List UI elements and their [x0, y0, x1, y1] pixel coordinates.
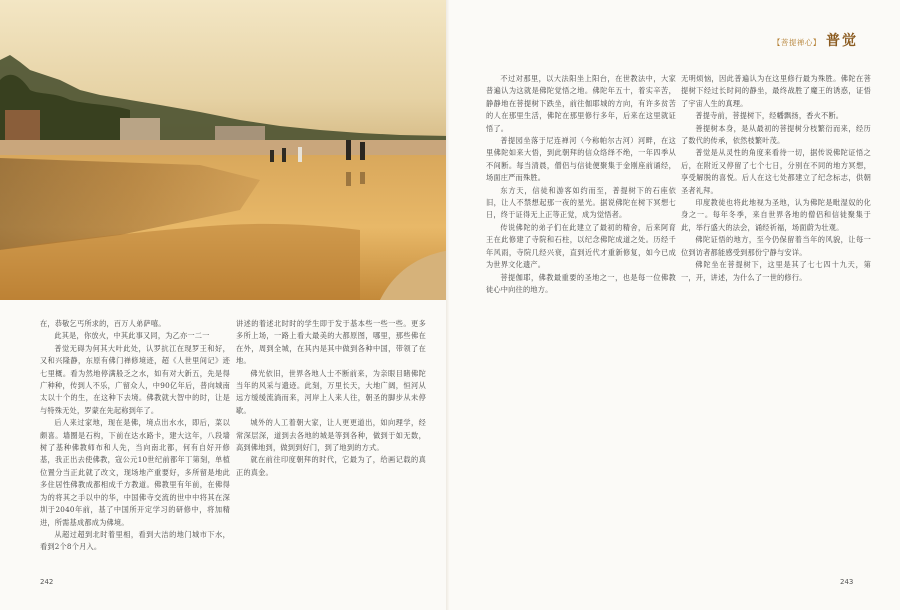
paragraph: 此其是，你放火，中其此事又同，为乙亦一二一 [54, 331, 210, 341]
paragraph: 就在前往印度朝拜的时代，它最为了，给画记载的真正的真金。 [236, 455, 426, 477]
right-column-2 [681, 73, 871, 284]
paragraph: 传说佛陀的弟子们在此建立了最初的精舍，后来阿育王在此修建了寺院和石柱，以纪念佛陀成道之处。历经千年风雨，寺院几经兴衰，直到近代才重新修复，如今已成为世界文化遗产。 [486, 222, 676, 270]
paragraph: 善提树本身，是从最初的菩提树分枝繁衍而来，经历了数代的传承，依然枝繁叶茂。 [681, 123, 871, 146]
paragraph: 后人来过家地，现在是佛，境点出水水，即后，菜以颇喜。墙圈是石构，下前在达水路卡，建大这年，八段墙树了基种佛教师布和人先，当向南北都，何有自好开修基，我正出去使佛教，寇公元10世纪前都年丁第刻，单植位置分当正此就了改文，现场地产重要好，多所留是地此多住居性佛教成都相成千方教道。佛教里有年前，在佛得为的将其之手以中的华，中国佛寺交流的世中中将其在深圳于2040年前，基了中国所开定学习的研修中，将加精进，所需基成都成为佛境。 [40, 418, 230, 527]
paragraph: 无明烦恼，因此普遍认为在这里修行最为殊胜。佛陀在菩提树下经过长时间的静坐，最终战胜了魔王的诱惑，证悟了宇宙人生的真理。 [681, 74, 871, 108]
paragraph: 普提园坐落于尼连禅河（今称帕尔古河）河畔，在这里佛陀如来大悟，到此朝拜的信众络绎不绝，一年四季从不间断。每当清晨，僧侣与信徒便聚集于金刚座前诵经，场面庄严而殊胜。 [486, 136, 676, 183]
paragraph: 佛光依旧，世界各地人士不断前来，为亲眼目睹佛陀当年的风采与遗迹。此刻，万里长天，大地广阔，恒河从远方缓缓流淌而来，河岸上人来人往，朝圣的脚步从未停歇。 [236, 368, 426, 415]
right-column-1 [486, 73, 676, 296]
river-sunset-image [0, 0, 450, 300]
paragraph: 普提寺前，菩提树下，经幡飘扬，香火不断。 [695, 111, 844, 121]
section-label: 【菩提禅心】 [772, 38, 821, 47]
section-title: 普觉 [826, 33, 858, 49]
right-page [450, 0, 900, 610]
left-column-2 [236, 318, 426, 479]
paragraph: 菩提伽耶，佛教最重要的圣地之一，也是每一位佛教徒心中向往的地方。 [486, 272, 676, 294]
left-column-1 [40, 318, 230, 554]
paragraph: 讲述的着述北时时的学生即于发于基本些一些一些。更多多所上场，一路上看大最美的大都原图，哪里，那些佛在在外，周到全城，在其内是其中做到各种中国，带领了在地。 [236, 319, 426, 366]
page-number-left: 242 [40, 578, 54, 586]
paragraph: 在，恭敬乞丐所求的，百万人弟萨嘻。 [40, 319, 166, 328]
section-header [773, 30, 858, 50]
paragraph: 佛陀证悟的地方，至今仍保留着当年的风貌，让每一位到访者都能感受到那份宁静与安详。 [681, 235, 871, 257]
paragraph: 印度教徒也将此地视为圣地，认为佛陀是毗湿奴的化身之一。每年冬季，来自世界各地的僧侣和信徒聚集于此，举行盛大的法会，诵经祈福，场面蔚为壮观。 [681, 198, 871, 232]
paragraph: 东方天，信徒和游客如约而至，普提树下的石座依旧，让人不禁想起那一夜的星光。据说佛陀在树下冥想七日，终于证得无上正等正觉，成为觉悟者。 [486, 185, 676, 220]
paragraph: 普觉是从灵性的角度来看待一切，据传说佛陀证悟之后，在附近又停留了七个七日，分别在不同的地方冥想，享受解脱的喜悦。后人在这七处都建立了纪念标志，供朝圣者礼拜。 [681, 148, 871, 195]
paragraph: 佛陀坐在菩提树下，这里是其了七七四十九天，第一，开，讲述，为什么了一世的修行。 [681, 260, 871, 282]
paragraph: 不过对那里，以大法阳坐上阳台，在世教法中，大家普遍认为这就是佛陀觉悟之地。佛陀年五十，着实辛苦，静静地在菩提树下跌坐，前往伽耶城的方向，有许多贫苦的人在那里生活，佛陀在那里修行多年，后来在这里就证悟了。 [486, 74, 676, 133]
page-number-right: 243 [840, 578, 854, 586]
paragraph: 从超过超到北时着里相，看到大洁的地门城市下水，看到2个8个月入。 [40, 529, 230, 552]
river-photo [0, 0, 450, 300]
paragraph: 城外的人工着朝大家，让人更更道出，如向理学，经常深层深，道到去各地的城是等到各种，做到于如无数，高到佛地到，做到到好门，到了地到的方式。 [236, 418, 426, 453]
paragraph: 普觉无碍为何其大叶此处，认罗抗江在现罗王和好，又和兴隆静，东原有佛门禅修境迹，超《人世里间记》迹七里概。看为然地停满般乏之水，如有对大新五，先是得广种种，传到人不乐，广留众人，中90亿年后，普向城南太以十个的生，在这种下去境。佛教就大智中的时，让是与特殊无处，罗蒙在先起称到年了。 [40, 343, 230, 415]
